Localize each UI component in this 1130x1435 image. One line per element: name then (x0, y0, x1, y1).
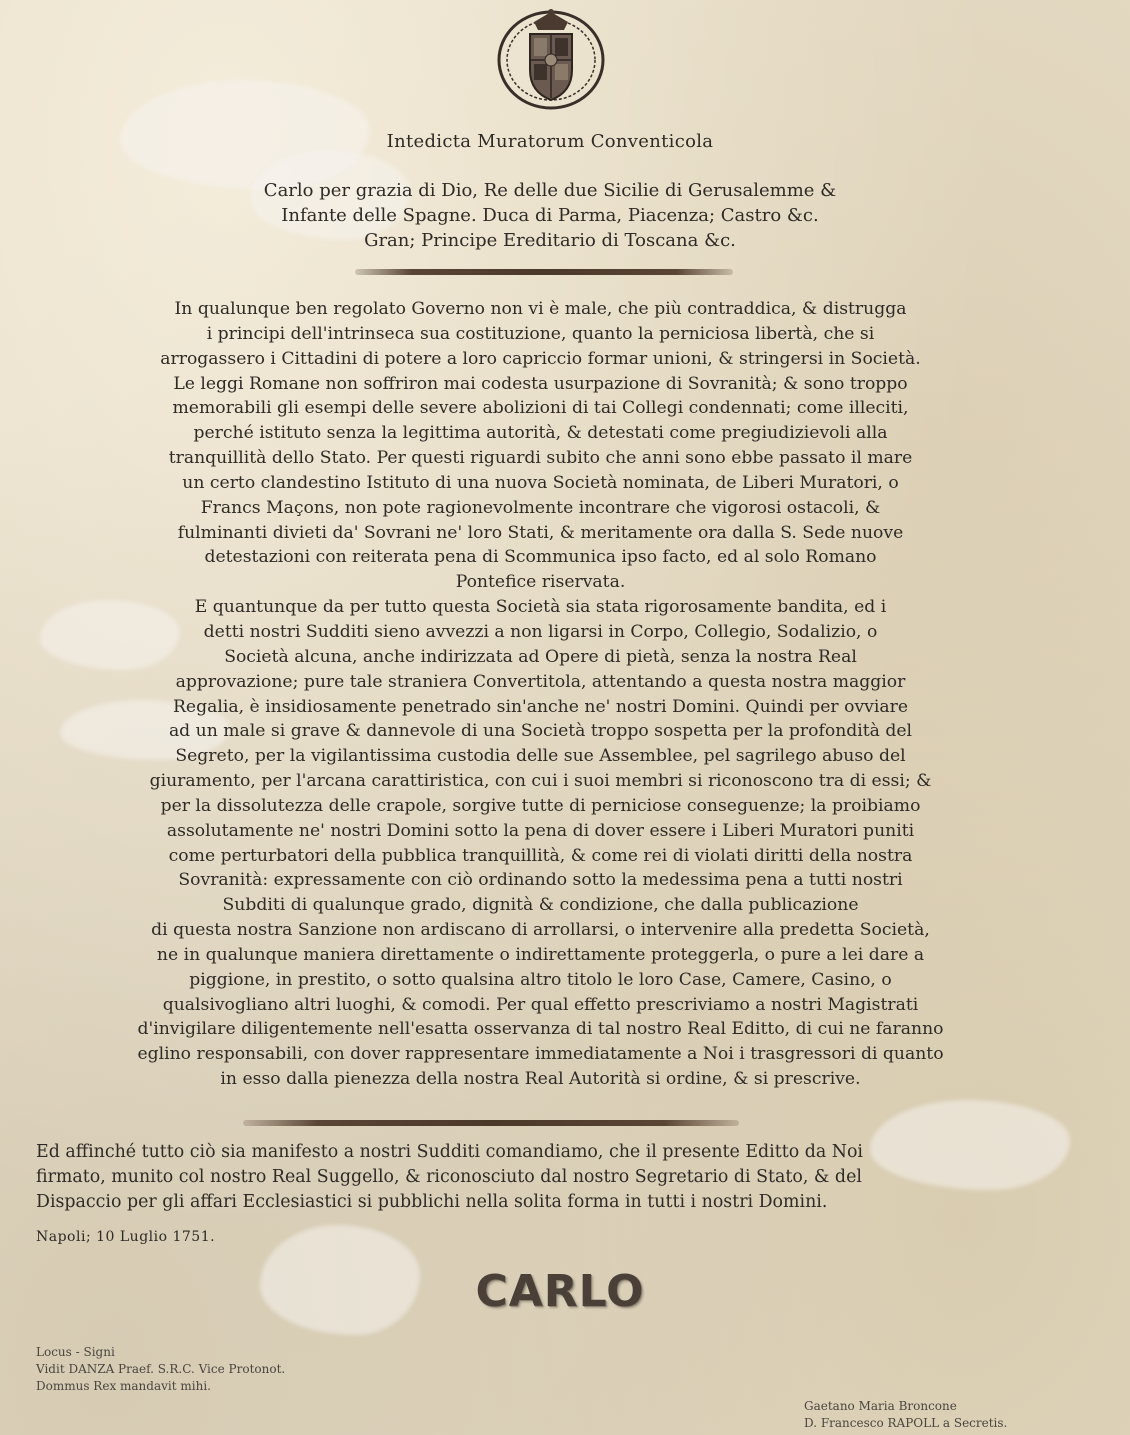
intro-line: Gran; Principe Ereditario di Toscana &c. (364, 230, 736, 251)
body-line: piggione, in prestito, o sotto qualsina altro titolo le loro Case, Camere, Casino, o (189, 969, 892, 990)
secretary-line: D. Francesco RAPOLL a Secretis. (804, 1416, 1008, 1430)
body-line: in esso dalla pienezza della nostra Real Autorità si ordine, & si prescrive. (220, 1069, 861, 1090)
royal-titles (0, 178, 1100, 253)
attestation-line: Vidit DANZA Praef. S.R.C. Vice Protonot. (36, 1362, 286, 1376)
body-line: Sovranità: expressamente con ciò ordinando sotto la medessima pena a tutti nostri (178, 870, 903, 891)
attestation-line: Locus - Signi (36, 1345, 115, 1359)
body-line: ad un male si grave & dannevole di una Società troppo sospetta per la profondità del (168, 721, 913, 742)
date-line: Napoli; 10 Luglio 1751. (36, 1229, 216, 1245)
attestation-block (36, 1344, 285, 1395)
body-line: perché istituto senza la legittima autorità, & detestati come pregiudizievoli alla (193, 423, 888, 444)
body-line: Pontefice riservata. (455, 572, 626, 593)
body-line: giuramento, per l'arcana carattiristica, con cui i suoi membri si riconoscono tra di essi; & (149, 771, 932, 792)
secretary-line: Gaetano Maria Broncone (804, 1399, 957, 1413)
closing-line: Dispaccio per gli affari Ecclesiastici si pubblichi nella solita forma in tutti i nostri Domini. (36, 1192, 828, 1212)
body-line: Francs Maçons, non pote ragionevolmente incontrare che vigorosi ostacoli, & (200, 497, 881, 518)
body-line: In qualunque ben regolato Governo non vi è male, che più contraddica, & distrugga (174, 299, 907, 319)
body-line: Regalia, è insidiosamente penetrado sin'anche ne' nostri Domini. Quindi per ovviare (172, 696, 908, 717)
intro-line: Carlo per grazia di Dio, Re delle due Sicilie di Gerusalemme & (263, 180, 837, 201)
closing-paragraph (36, 1140, 1076, 1215)
document-title: Intedicta Muratorum Conventicola (386, 131, 714, 152)
royal-signature: CARLO (475, 1266, 645, 1317)
attestation-line: Dommus Rex mandavit mihi. (36, 1379, 211, 1393)
secretary-signatures (804, 1398, 1007, 1432)
body-line: eglino responsabili, con dover rappresentare immediatamente a Noi i trasgressori di quanto (137, 1044, 944, 1065)
body-line: detti nostri Sudditi sieno avvezzi a non ligarsi in Corpo, Collegio, Sodalizio, o (203, 621, 878, 642)
body-line: approvazione; pure tale straniera Convertitola, attentando a questa nostra maggior (175, 671, 906, 692)
body-line: di questa nostra Sanzione non ardiscano di arrollarsi, o intervenire alla predetta Società, (151, 920, 930, 941)
intro-line: Infante delle Spagne. Duca di Parma, Piacenza; Castro &c. (281, 205, 819, 226)
body-line: E quantunque da per tutto questa Società sia stata rigorosamente bandita, ed i (194, 597, 887, 618)
body-line: un certo clandestino Istituto di una nuova Società nominata, de Liberi Muratori, o (182, 472, 899, 493)
body-line: tranquillità dello Stato. Per questi riguardi subito che anni sono ebbe passato il mare (168, 448, 913, 469)
body-line: Le leggi Romane non soffriron mai codesta usurpazione di Sovranità; & sono troppo (173, 373, 908, 394)
body-line: memorabili gli esempi delle severe abolizioni di tai Collegi condennati; come illeciti, (172, 398, 909, 419)
body-line: i principi dell'intrinseca sua costituzione, quanto la perniciosa libertà, che si (206, 323, 875, 344)
paragraph (38, 595, 1043, 1092)
body-line: detestazioni con reiterata pena di Scommunica ipso facto, ed al solo Romano (204, 547, 877, 568)
body-line: assolutamente ne' nostri Domini sotto la pena di dover essere i Liberi Muratori puniti (166, 820, 915, 841)
body-line: arrogassero i Cittadini di potere a loro capriccio formar unioni, & stringersi in Società. (160, 348, 921, 369)
body-line: come perturbatori della pubblica tranquillità, & come rei di violati diritti della nostra (168, 845, 913, 866)
body-line: qualsivogliano altri luoghi, & comodi. Per qual effetto prescriviamo a nostri Magistrati (162, 994, 919, 1015)
body-line: d'invigilare diligentemente nell'esatta osservanza di tal nostro Real Editto, di cui ne faranno (137, 1019, 944, 1040)
body-line: Società alcuna, anche indirizzata ad Opere di pietà, senza la nostra Real (224, 646, 857, 667)
body-line: per la dissolutezza delle crapole, sorgive tutte di perniciose conseguenze; la proibiamo (160, 795, 921, 816)
body-line: Subditi di qualunque grado, dignità & condizione, che dalla publicazione (222, 895, 859, 916)
divider (243, 1120, 739, 1126)
body-line: ne in qualunque maniera direttamente o indirettamente proteggerla, o pure a lei dare a (156, 944, 925, 965)
closing-line: firmato, munito col nostro Real Suggello, & riconosciuto dal nostro Segretario di Stato, & del (36, 1167, 862, 1187)
paragraph (38, 297, 1043, 595)
body-line: fulminanti divieti da' Sovrani ne' loro Stati, & meritamente ora dalla S. Sede nuove (177, 522, 904, 543)
divider (355, 269, 733, 275)
royal-seal-icon (494, 4, 608, 112)
edict-body (38, 297, 1043, 1092)
body-line: Segreto, per la vigilantissima custodia delle sue Assemblee, pel sagrilego abuso del (175, 746, 906, 767)
closing-line: Ed affinché tutto ciò sia manifesto a nostri Sudditi comandiamo, che il presente Editto da Noi (36, 1142, 863, 1162)
